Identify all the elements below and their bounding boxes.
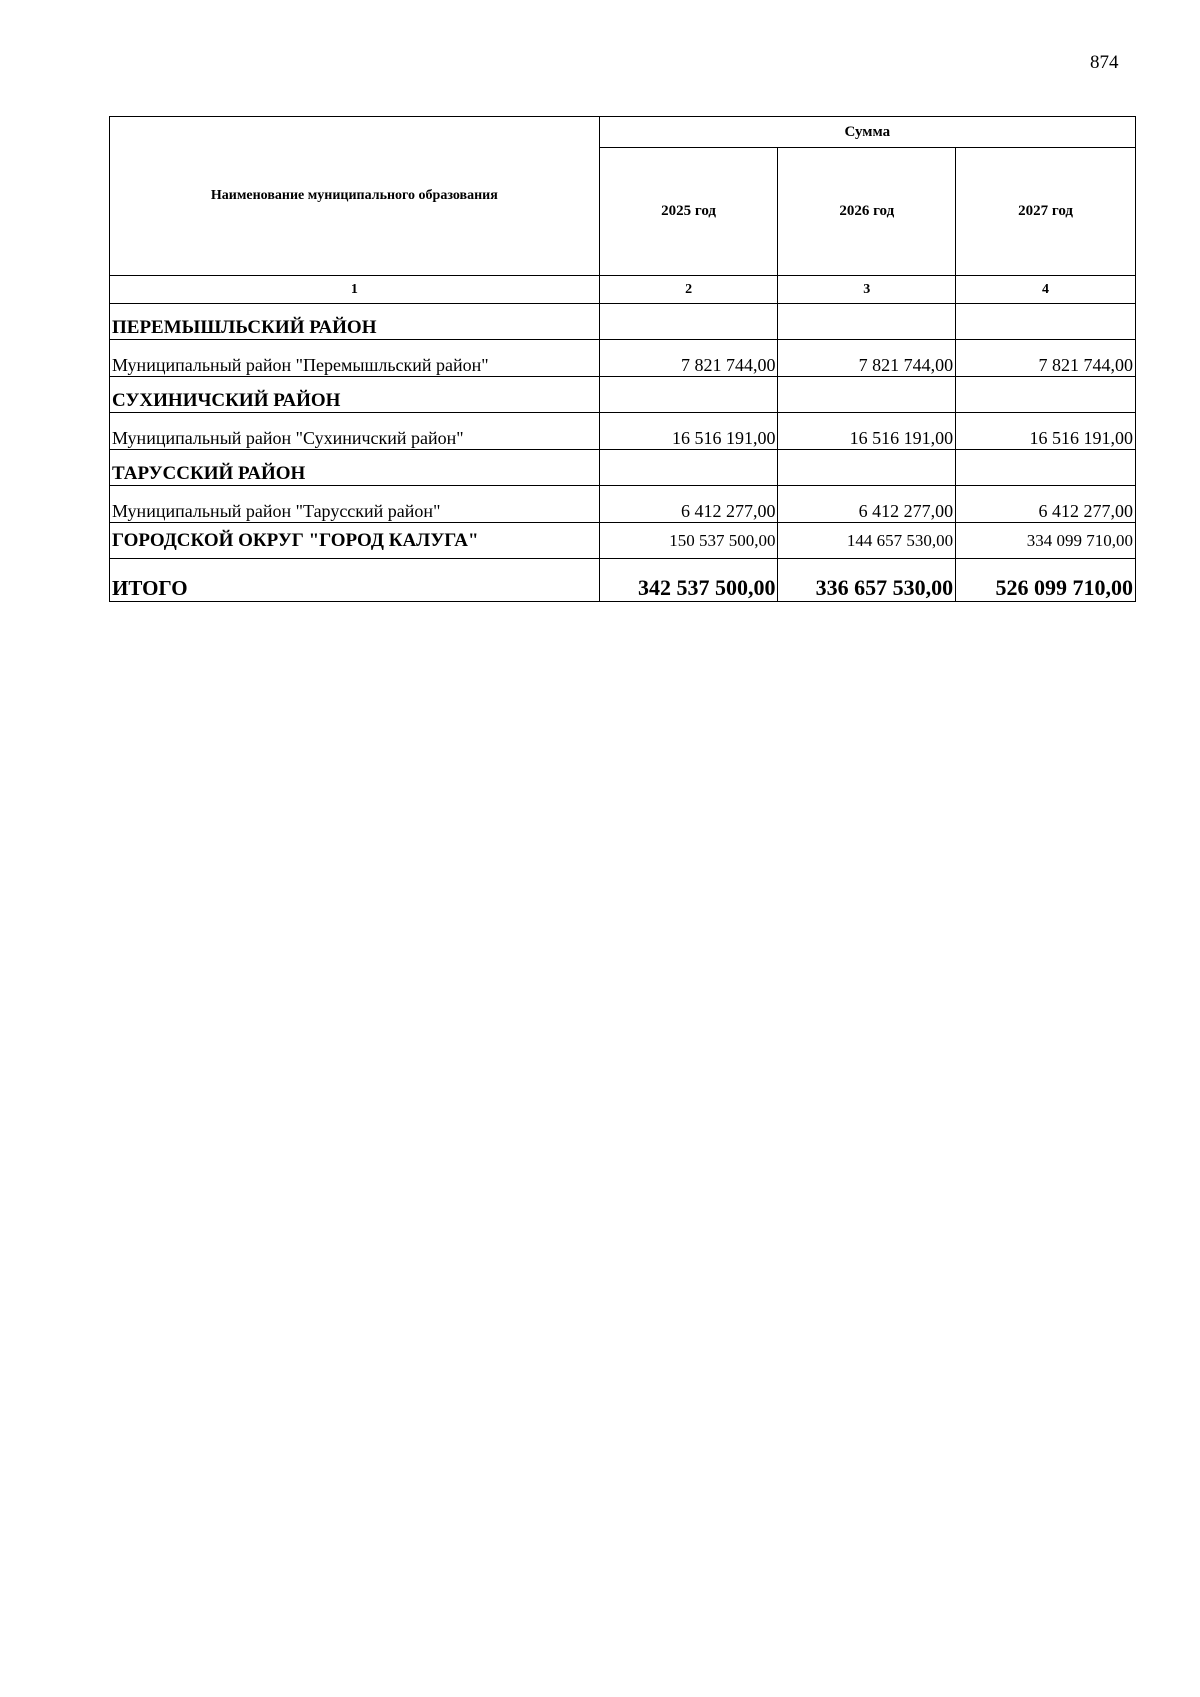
empty-cell xyxy=(778,304,956,340)
value-2026: 144 657 530,00 xyxy=(778,523,956,559)
value-2027: 6 412 277,00 xyxy=(956,486,1136,523)
empty-cell xyxy=(956,304,1136,340)
value-2026: 16 516 191,00 xyxy=(778,413,956,450)
value-2025: 7 821 744,00 xyxy=(599,340,778,377)
empty-cell xyxy=(778,377,956,413)
empty-cell xyxy=(599,304,778,340)
municipality-name: Муниципальный район "Тарусский район" xyxy=(110,486,600,523)
header-name-column: Наименование муниципального образования xyxy=(110,117,600,276)
total-2025: 342 537 500,00 xyxy=(599,559,778,602)
value-2026: 6 412 277,00 xyxy=(778,486,956,523)
total-label: ИТОГО xyxy=(110,559,600,602)
municipality-name: Муниципальный район "Сухиничский район" xyxy=(110,413,600,450)
column-number-1: 1 xyxy=(110,276,600,304)
total-row xyxy=(110,559,1136,602)
value-2027: 334 099 710,00 xyxy=(956,523,1136,559)
group-heading-row xyxy=(110,304,1136,340)
column-numbers-row xyxy=(110,276,1136,304)
table-row xyxy=(110,413,1136,450)
value-2026: 7 821 744,00 xyxy=(778,340,956,377)
value-2027: 7 821 744,00 xyxy=(956,340,1136,377)
header-row xyxy=(110,117,1136,148)
column-number-4: 4 xyxy=(956,276,1136,304)
table-row xyxy=(110,340,1136,377)
value-2025: 6 412 277,00 xyxy=(599,486,778,523)
empty-cell xyxy=(599,377,778,413)
empty-cell xyxy=(778,450,956,486)
header-sum-group: Сумма xyxy=(599,117,1135,148)
page-number: 874 xyxy=(1090,52,1119,73)
empty-cell xyxy=(956,450,1136,486)
city-name: ГОРОДСКОЙ ОКРУГ "ГОРОД КАЛУГА" xyxy=(110,523,600,559)
value-2027: 16 516 191,00 xyxy=(956,413,1136,450)
value-2025: 150 537 500,00 xyxy=(599,523,778,559)
municipality-name: Муниципальный район "Перемышльский район" xyxy=(110,340,600,377)
table-row xyxy=(110,486,1136,523)
city-row xyxy=(110,523,1136,559)
group-title: ПЕРЕМЫШЛЬСКИЙ РАЙОН xyxy=(110,304,600,340)
group-heading-row xyxy=(110,377,1136,413)
total-2026: 336 657 530,00 xyxy=(778,559,956,602)
header-year-2027: 2027 год xyxy=(956,148,1136,276)
header-year-2025: 2025 год xyxy=(599,148,778,276)
column-number-3: 3 xyxy=(778,276,956,304)
group-heading-row xyxy=(110,450,1136,486)
empty-cell xyxy=(599,450,778,486)
total-2027: 526 099 710,00 xyxy=(956,559,1136,602)
value-2025: 16 516 191,00 xyxy=(599,413,778,450)
header-year-2026: 2026 год xyxy=(778,148,956,276)
budget-table xyxy=(109,116,1136,602)
group-title: ТАРУССКИЙ РАЙОН xyxy=(110,450,600,486)
group-title: СУХИНИЧСКИЙ РАЙОН xyxy=(110,377,600,413)
empty-cell xyxy=(956,377,1136,413)
column-number-2: 2 xyxy=(599,276,778,304)
